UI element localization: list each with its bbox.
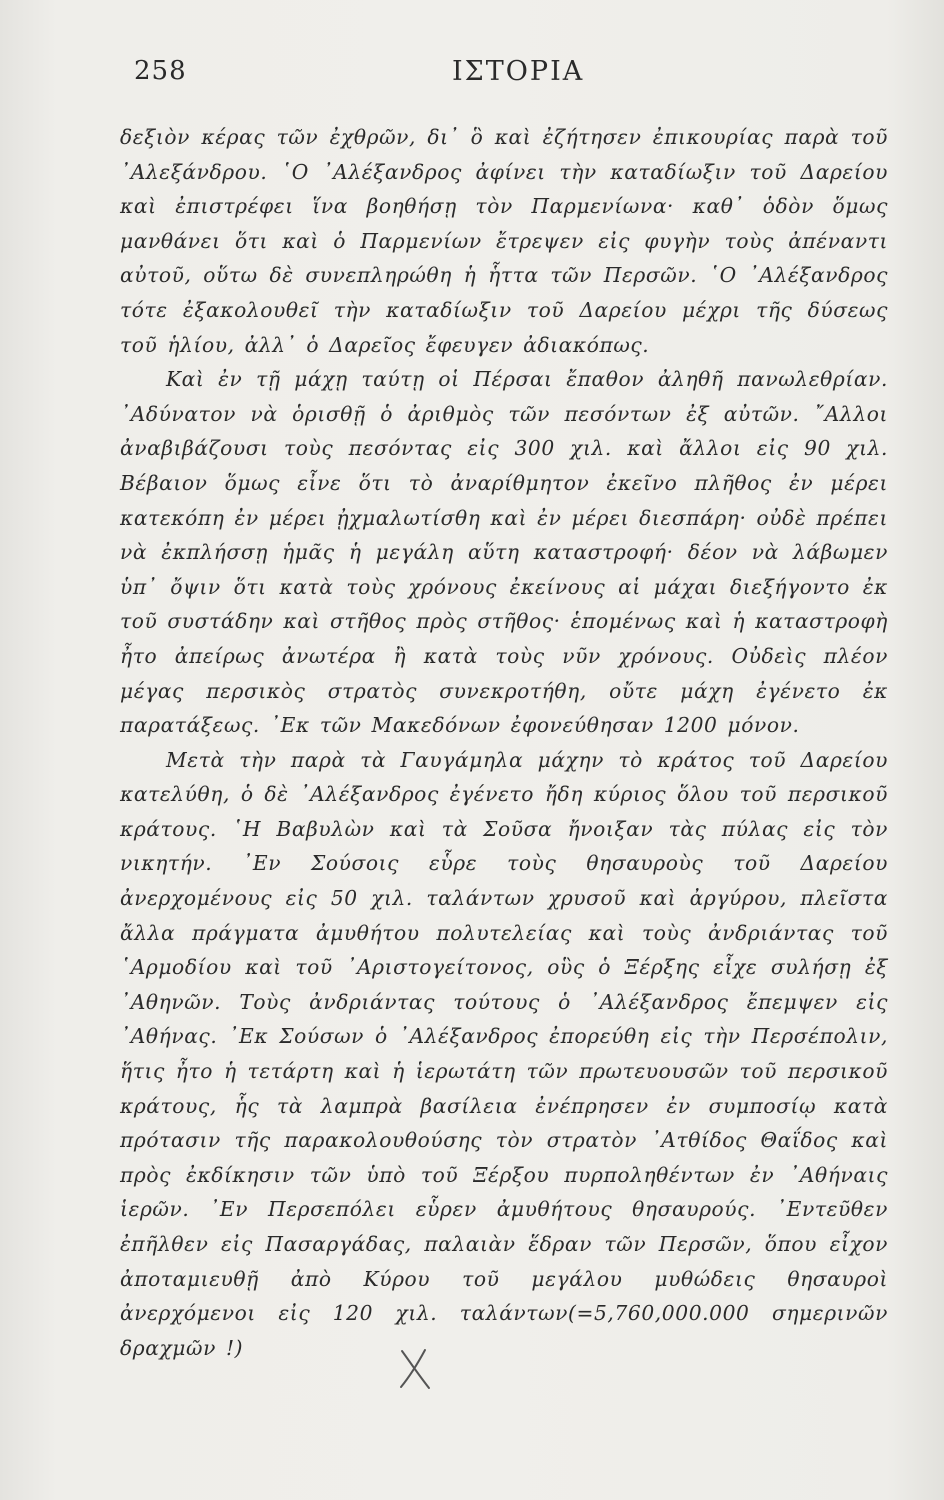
paragraph: δεξιὸν κέρας τῶν ἐχθρῶν, δι᾽ ὃ καὶ ἐζήτησεν ἐπικουρίας παρὰ τοῦ ᾿Αλεξάνδρου. ῾Ο ᾿Αλέξανδρος ἀφίνει τὴν καταδίωξιν τοῦ Δαρείου καὶ ἐπιστρέφει ἵνα βοηθήσῃ τὸν Παρμενίωνα· καθ᾽ ὁδὸν ὅμως μανθάνει ὅτι καὶ ὁ Παρμενίων ἔτρεψεν εἰς φυγὴν τοὺς ἀπέναντι αὐτοῦ, οὕτω δὲ συνεπληρώθη ἡ ἧττα τῶν Περσῶν. ῾Ο ᾿Αλέξανδρος τότε ἐξακολουθεῖ τὴν καταδίωξιν τοῦ Δαρείου μέχρι τῆς δύσεως τοῦ ἡλίου, ἀλλ᾽ ὁ Δαρεῖος ἔφευγεν ἀδιακόπως. [120, 125, 888, 357]
page-number: 258 [134, 56, 187, 86]
running-title: ΙΣΤΟΡΙΑ [452, 56, 585, 87]
handwritten-x-mark-icon [398, 1348, 432, 1390]
body-text [120, 120, 888, 1365]
page-header [0, 56, 944, 96]
paragraph: Μετὰ τὴν παρὰ τὰ Γαυγάμηλα μάχην τὸ κράτος τοῦ Δαρείου κατελύθη, ὁ δὲ ᾿Αλέξανδρος ἐγένετο ἤδη κύριος ὅλου τοῦ περσικοῦ κράτους. ῾Η Βαβυλὼν καὶ τὰ Σοῦσα ἤνοιξαν τὰς πύλας εἰς τὸν νικητήν. ᾿Εν Σούσοις εὗρε τοὺς θησαυροὺς τοῦ Δαρείου ἀνερχομένους εἰς 50 χιλ. ταλάντων χρυσοῦ καὶ ἀργύρου, πλεῖστα ἄλλα πράγματα ἀμυθήτου πολυτελείας καὶ τοὺς ἀνδριάντας τοῦ ῾Αρμοδίου καὶ τοῦ ᾿Αριστογείτονος, οὓς ὁ Ξέρξης εἶχε συλήσῃ ἐξ ᾿Αθηνῶν. Τοὺς ἀνδριάντας τούτους ὁ ᾿Αλέξανδρος ἔπεμψεν εἰς ᾿Αθήνας. ᾿Εκ Σούσων ὁ ᾿Αλέξανδρος ἐπορεύθη εἰς τὴν Περσέπολιν, ἥτις ἦτο ἡ τετάρτη καὶ ἡ ἱερωτάτη τῶν πρωτευουσῶν τοῦ περσικοῦ κράτους, ἧς τὰ λαμπρὰ βασίλεια ἐνέπρησεν ἐν συμποσίῳ κατὰ πρότασιν τῆς παρακολουθούσης τὸν στρατὸν ᾿Ατθίδος Θαΐδος καὶ πρὸς ἐκδίκησιν τῶν ὑπὸ τοῦ Ξέρξου πυρποληθέντων ἐν ᾿Αθήναις ἱερῶν. ᾿Εν Περσεπόλει εὗρεν ἀμυθήτους θησαυρούς. ᾿Εντεῦθεν ἐπῆλθεν εἰς Πασαργάδας, παλαιὰν ἕδραν τῶν Περσῶν, ὅπου εἶχον ἀποταμιευθῇ ἀπὸ Κύρου τοῦ μεγάλου μυθώδεις θησαυροὶ ἀνερχόμενοι εἰς 120 χιλ. ταλάντων(=5,760,000.000 σημερινῶν δραχμῶν !) [120, 747, 888, 1360]
paragraph: Καὶ ἐν τῇ μάχῃ ταύτῃ οἱ Πέρσαι ἔπαθον ἀληθῆ πανωλεθρίαν. ᾿Αδύνατον νὰ ὁρισθῇ ὁ ἀριθμὸς τῶν πεσόντων ἐξ αὐτῶν. ῎Αλλοι ἀναβιβάζουσι τοὺς πεσόντας εἰς 300 χιλ. καὶ ἄλλοι εἰς 90 χιλ. Βέβαιον ὅμως εἶνε ὅτι τὸ ἀναρίθμητον ἐκεῖνο πλῆθος ἐν μέρει κατεκόπη ἐν μέρει ᾐχμαλωτίσθη καὶ ἐν μέρει διεσπάρη· οὐδὲ πρέπει νὰ ἐκπλήσσῃ ἡμᾶς ἡ μεγάλη αὕτη καταστροφή· δέον νὰ λάβωμεν ὑπ᾽ ὄψιν ὅτι κατὰ τοὺς χρόνους ἐκείνους αἱ μάχαι διεξήγοντο ἐκ τοῦ συστάδην καὶ στῆθος πρὸς στῆθος· ἑπομένως καὶ ἡ καταστροφὴ ἦτο ἀπείρως ἀνωτέρα ἢ κατὰ τοὺς νῦν χρόνους. Οὐδεὶς πλέον μέγας περσικὸς στρατὸς συνεκροτήθη, οὔτε μάχη ἐγένετο ἐκ παρατάξεως. ᾿Εκ τῶν Μακεδόνων ἐφονεύθησαν 1200 μόνον. [120, 367, 888, 738]
